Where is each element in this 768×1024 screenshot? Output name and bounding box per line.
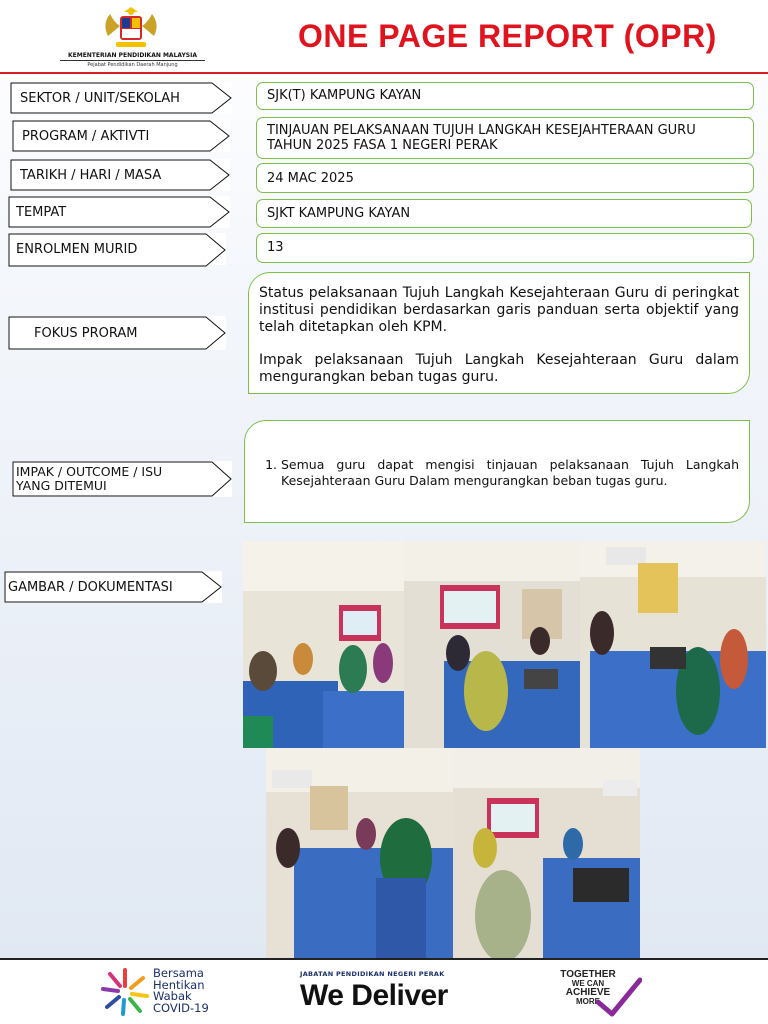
together-line-2: WE CAN [571,979,605,988]
jpn-perak-text: JABATAN PENDIDIKAN NEGERI PERAK [300,970,445,978]
label-sektor-text: SEKTOR / UNIT/SEKOLAH [20,90,180,106]
malaysia-coat-of-arms-icon [100,6,162,52]
label-gambar-text: GAMBAR / DOKUMENTASI [8,579,173,595]
documentation-photo-4 [266,748,453,958]
together-line-4: MORE [576,997,600,1006]
label-impak [12,461,232,497]
value-fokus [248,272,750,394]
we-deliver-logo: We Deliver [300,979,448,1012]
documentation-photo-2 [404,541,580,748]
label-tempat [8,196,230,228]
label-impak-text: IMPAK / OUTCOME / ISU YANG DITEMUI [16,464,163,493]
label-sektor [10,82,232,114]
impak-list-item: 1. Semua guru dapat mengisi tinjauan pelaksanaan Tujuh Langkah Kesejahteraan Guru Dalam mengurangkan beban tugas guru. [281,457,739,489]
label-program [12,120,230,152]
covid-line-4: COVID-19 [153,1000,209,1015]
report-header [0,0,768,74]
documentation-photo-1 [243,541,404,748]
ministry-name: KEMENTERIAN PENDIDIKAN MALAYSIA [67,52,198,59]
covid-campaign-logo-icon [98,966,152,1018]
fokus-paragraph-1: Status pelaksanaan Tujuh Langkah Kesejahteraan Guru di peringkat institusi pendidikan berdasarkan garis panduan serta objektif yang telah ditetapkan oleh KPM. [259,285,739,335]
together-line-1: TOGETHER [560,969,616,980]
value-tempat: SJKT KAMPUNG KAYAN [256,199,752,228]
district-office-name: Pejabat Pendidikan Daerah Manjung [60,60,205,68]
label-enrolmen [8,233,226,265]
label-tempat-text: TEMPAT [16,204,67,220]
label-fokus-text: FOKUS PRORAM [34,325,138,341]
header-divider [0,72,768,74]
checkmark-icon [596,976,642,1018]
documentation-photo-3 [580,541,766,748]
covid-campaign-text [153,968,209,1014]
impak-list [255,457,739,489]
label-program-text: PROGRAM / AKTIVTI [22,128,150,144]
documentation-photo-5 [453,748,640,958]
label-fokus [8,316,226,350]
value-tarikh: 24 MAC 2025 [256,163,754,193]
value-enrolmen: 13 [256,233,754,263]
fokus-paragraph-2: Impak pelaksanaan Tujuh Langkah Kesejahteraan Guru dalam mengurangkan beban tugas guru. [259,352,739,385]
value-impak [244,420,750,523]
label-enrolmen-text: ENROLMEN MURID [16,241,138,257]
value-program: TINJAUAN PELAKSANAAN TUJUH LANGKAH KESEJAHTERAAN GURU TAHUN 2025 FASA 1 NEGERI PERAK [256,117,754,159]
page-title: ONE PAGE REPORT (OPR) [298,18,717,54]
covid-line-3: Wabak [153,989,192,1003]
value-sektor: SJK(T) KAMPUNG KAYAN [256,82,754,110]
label-tarikh-text: TARIKH / HARI / MASA [20,167,162,183]
label-tarikh [10,159,230,191]
together-line-3: ACHIEVE [565,987,611,998]
covid-line-1: Bersama [153,966,204,980]
label-gambar [4,571,222,603]
covid-line-2: Hentikan [153,977,205,992]
